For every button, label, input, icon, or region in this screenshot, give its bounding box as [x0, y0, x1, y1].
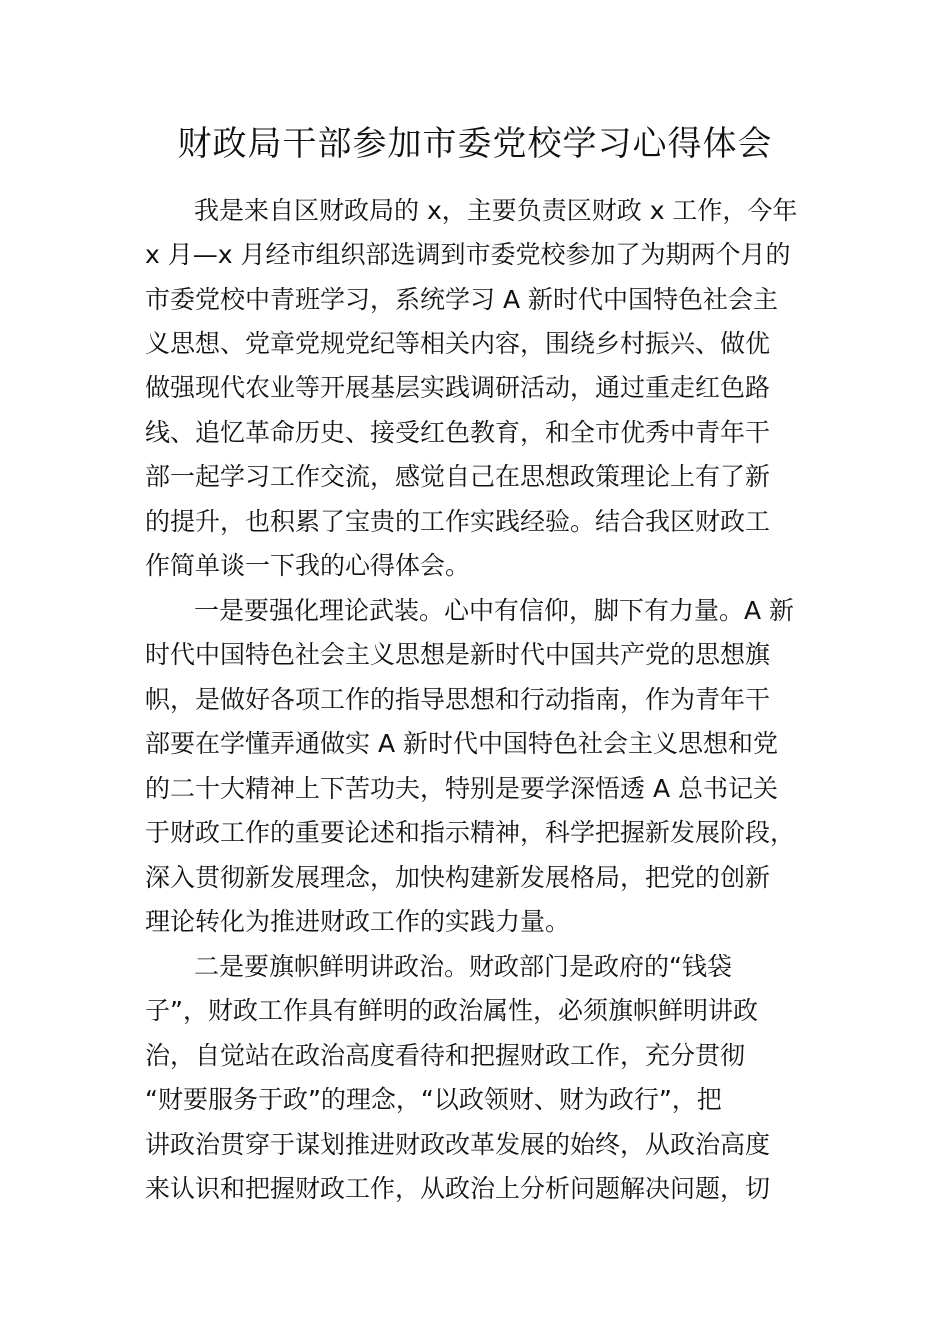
paragraph-1-line-5: 做强现代农业等开展基层实践调研活动，通过重走红色路: [145, 373, 771, 402]
paragraph-1-line-6: 线、追忆革命历史、接受红色教育，和全市优秀中青年干: [145, 418, 771, 447]
paragraph-1-line-1: 我是来自区财政局的 x，主要负责区财政 x 工作，今年: [194, 196, 798, 225]
paragraph-2-line-8: 理论转化为推进财政工作的实践力量。: [145, 907, 571, 936]
paragraph-2-line-7: 深入贯彻新发展理念，加快构建新发展格局，把党的创新: [145, 863, 771, 892]
paragraph-1-line-7: 部一起学习工作交流，感觉自己在思想政策理论上有了新: [145, 462, 771, 491]
paragraph-3-line-3: 治，自觉站在政治高度看待和把握财政工作，充分贯彻: [145, 1041, 746, 1070]
paragraph-3-line-2: 子”，财政工作具有鲜明的政治属性，必须旗帜鲜明讲政: [145, 996, 758, 1025]
paragraph-1-line-2: x 月—x 月经市组织部选调到市委党校参加了为期两个月的: [145, 240, 791, 269]
paragraph-2-line-6: 于财政工作的重要论述和指示精神，科学把握新发展阶段，: [145, 818, 796, 847]
paragraph-2-line-4: 部要在学懂弄通做实 A 新时代中国特色社会主义思想和党: [145, 729, 778, 758]
paragraph-1-line-3: 市委党校中青班学习，系统学习 A 新时代中国特色社会主: [145, 285, 778, 314]
paragraph-2-line-2: 时代中国特色社会主义思想是新时代中国共产党的思想旗: [145, 640, 771, 669]
paragraph-3-line-4: “财要服务于政”的理念，“以政领财、财为政行”，把: [145, 1085, 722, 1114]
paragraph-2-line-1: 一是要强化理论武装。心中有信仰，脚下有力量。A 新: [194, 596, 795, 625]
document-title: 财政局干部参加市委党校学习心得体会: [177, 124, 773, 164]
paragraph-1-line-8: 的提升，也积累了宝贵的工作实践经验。结合我区财政工: [145, 507, 771, 536]
paragraph-3-line-6: 来认识和把握财政工作，从政治上分析问题解决问题，切: [145, 1174, 771, 1203]
paragraph-3-line-1: 二是要旗帜鲜明讲政治。财政部门是政府的“钱袋: [194, 952, 732, 981]
paragraph-1-line-4: 义思想、党章党规党纪等相关内容，围绕乡村振兴、做优: [145, 329, 771, 358]
paragraph-2-line-5: 的二十大精神上下苦功夫，特别是要学深悟透 A 总书记关: [145, 774, 778, 803]
paragraph-2-line-3: 帜，是做好各项工作的指导思想和行动指南，作为青年干: [145, 685, 771, 714]
paragraph-1-line-9: 作简单谈一下我的心得体会。: [145, 551, 471, 580]
paragraph-3-line-5: 讲政治贯穿于谋划推进财政改革发展的始终，从政治高度: [145, 1130, 771, 1159]
